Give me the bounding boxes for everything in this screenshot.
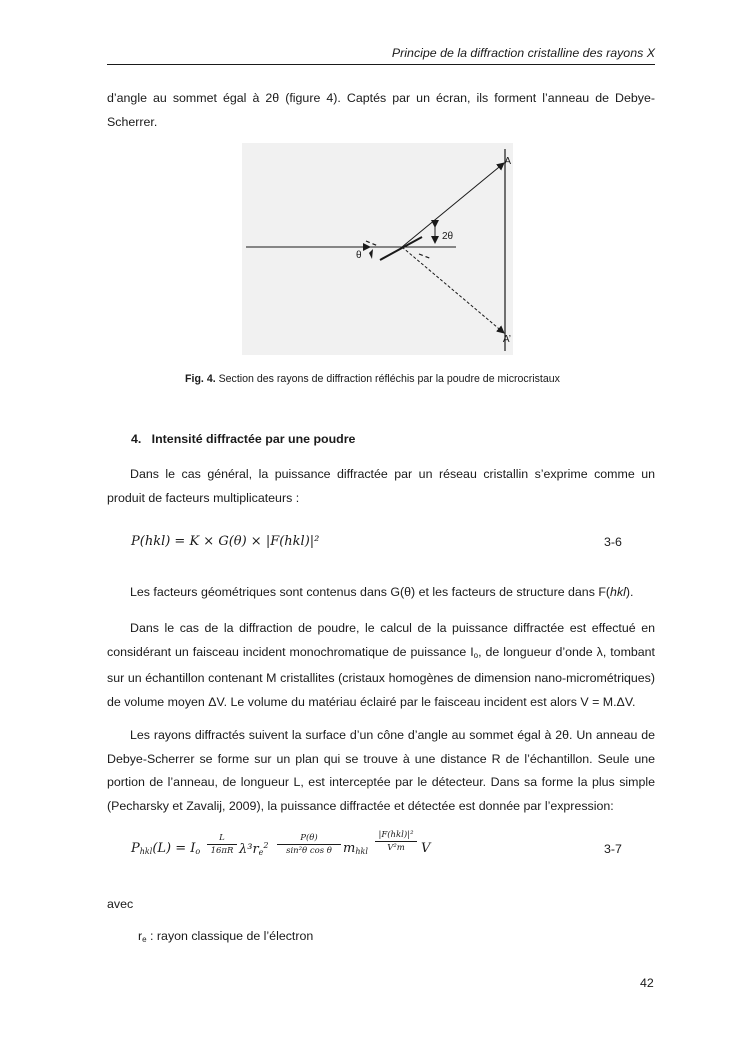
label-a: A <box>504 156 511 167</box>
eq2-lambda-re: $\lambda^3r_e^2$ <box>239 841 269 857</box>
eq2-m-hkl: $m_{hkl}$ <box>343 841 368 856</box>
running-header: Principe de la diffraction cristalline des rayons X <box>391 46 655 60</box>
page-number: 42 <box>640 976 654 990</box>
equation-3-7 <box>131 826 431 866</box>
intro-paragraph: d’angle au sommet égal à 2θ (figure 4). Captés par un écran, ils forment l’anneau de Debye-Scherrer. <box>107 91 655 129</box>
paragraph-2-text-b: ). <box>625 585 634 599</box>
diffracted-ray-a-prime <box>402 247 504 333</box>
label-two-theta: 2θ <box>442 231 454 242</box>
figure-4 <box>242 143 513 355</box>
paragraph-3-text-b: , de longueur d’onde λ, tombant sur un échantillon contenant M cristallites (cristaux homogènes de dimension nano-micrométriques) de volume moyen ΔV. Le volume du matériau éclairé par le faisceau incident est alors V = M.ΔV. <box>107 644 655 709</box>
paragraph-3-text-a: Dans le cas de la diffraction de poudre, le calcul de la puissance diffractée est effectué en considérant un faisceau incident monochromatique de puissance I <box>107 621 655 659</box>
figure-caption <box>0 373 745 385</box>
eq2-lhs: $P_{hkl}(L) = I_o$ <box>131 841 201 856</box>
plane-extension-left <box>366 241 378 246</box>
eq2-v: V <box>421 841 431 856</box>
caption-label: Fig. 4. <box>185 373 216 385</box>
paragraph-4: Les rayons diffractés suivent la surface d’un cône d’angle au sommet égal à 2θ. Un anneau de Debye-Scherrer se forme sur un plan qui se trouve à une distance R de l’échantillon. Seule une portion de l’anneau, de longueur L, est interceptée par le détecteur. Dans sa forme la plus simple (Pecharsky et Zavalij, 2009), la puissance diffractée et détectée est donnée par l’expression: <box>107 728 655 813</box>
eq2-fraction-1: L 16πR <box>207 833 237 856</box>
paragraph-1: Dans le cas général, la puissance diffractée par un réseau cristallin s’exprime comme un produit de facteurs multiplicateurs : <box>107 467 655 505</box>
diffraction-diagram <box>242 143 513 355</box>
equation-3-6: P(hkl) = K × G(θ) × |F(hkl)|² <box>131 534 320 549</box>
theta-arc-arrow <box>369 249 373 259</box>
label-a-prime: A’ <box>502 334 511 345</box>
paragraph-2 <box>107 581 655 605</box>
crystal-plane <box>380 237 422 260</box>
equation-number-3-7: 3-7 <box>604 842 622 856</box>
equation-number-3-6: 3-6 <box>604 535 622 549</box>
label-theta: θ <box>356 250 362 261</box>
eq2-fraction-2: P(θ) sin²θ cos θ <box>277 833 341 856</box>
header-rule <box>107 64 655 65</box>
definition-re: $r_e$ : rayon classique de l’électron <box>138 929 314 944</box>
paragraph-2-hkl: hkl <box>610 585 626 599</box>
eq2-fraction-3: |F(hkl)|² V²m <box>375 830 417 853</box>
caption-text: Section des rayons de diffraction réfléchis par la poudre de microcristaux <box>215 373 560 385</box>
paragraph-2-text-a: Les facteurs géométriques sont contenus dans G(θ) et les facteurs de structure dans F( <box>130 585 611 599</box>
avec-label: avec <box>107 897 134 911</box>
plane-extension-right <box>419 254 432 259</box>
section-heading: 4. Intensité diffractée par une poudre <box>131 432 356 446</box>
paragraph-3-sub: o <box>473 650 479 660</box>
paragraph-3 <box>107 617 655 714</box>
